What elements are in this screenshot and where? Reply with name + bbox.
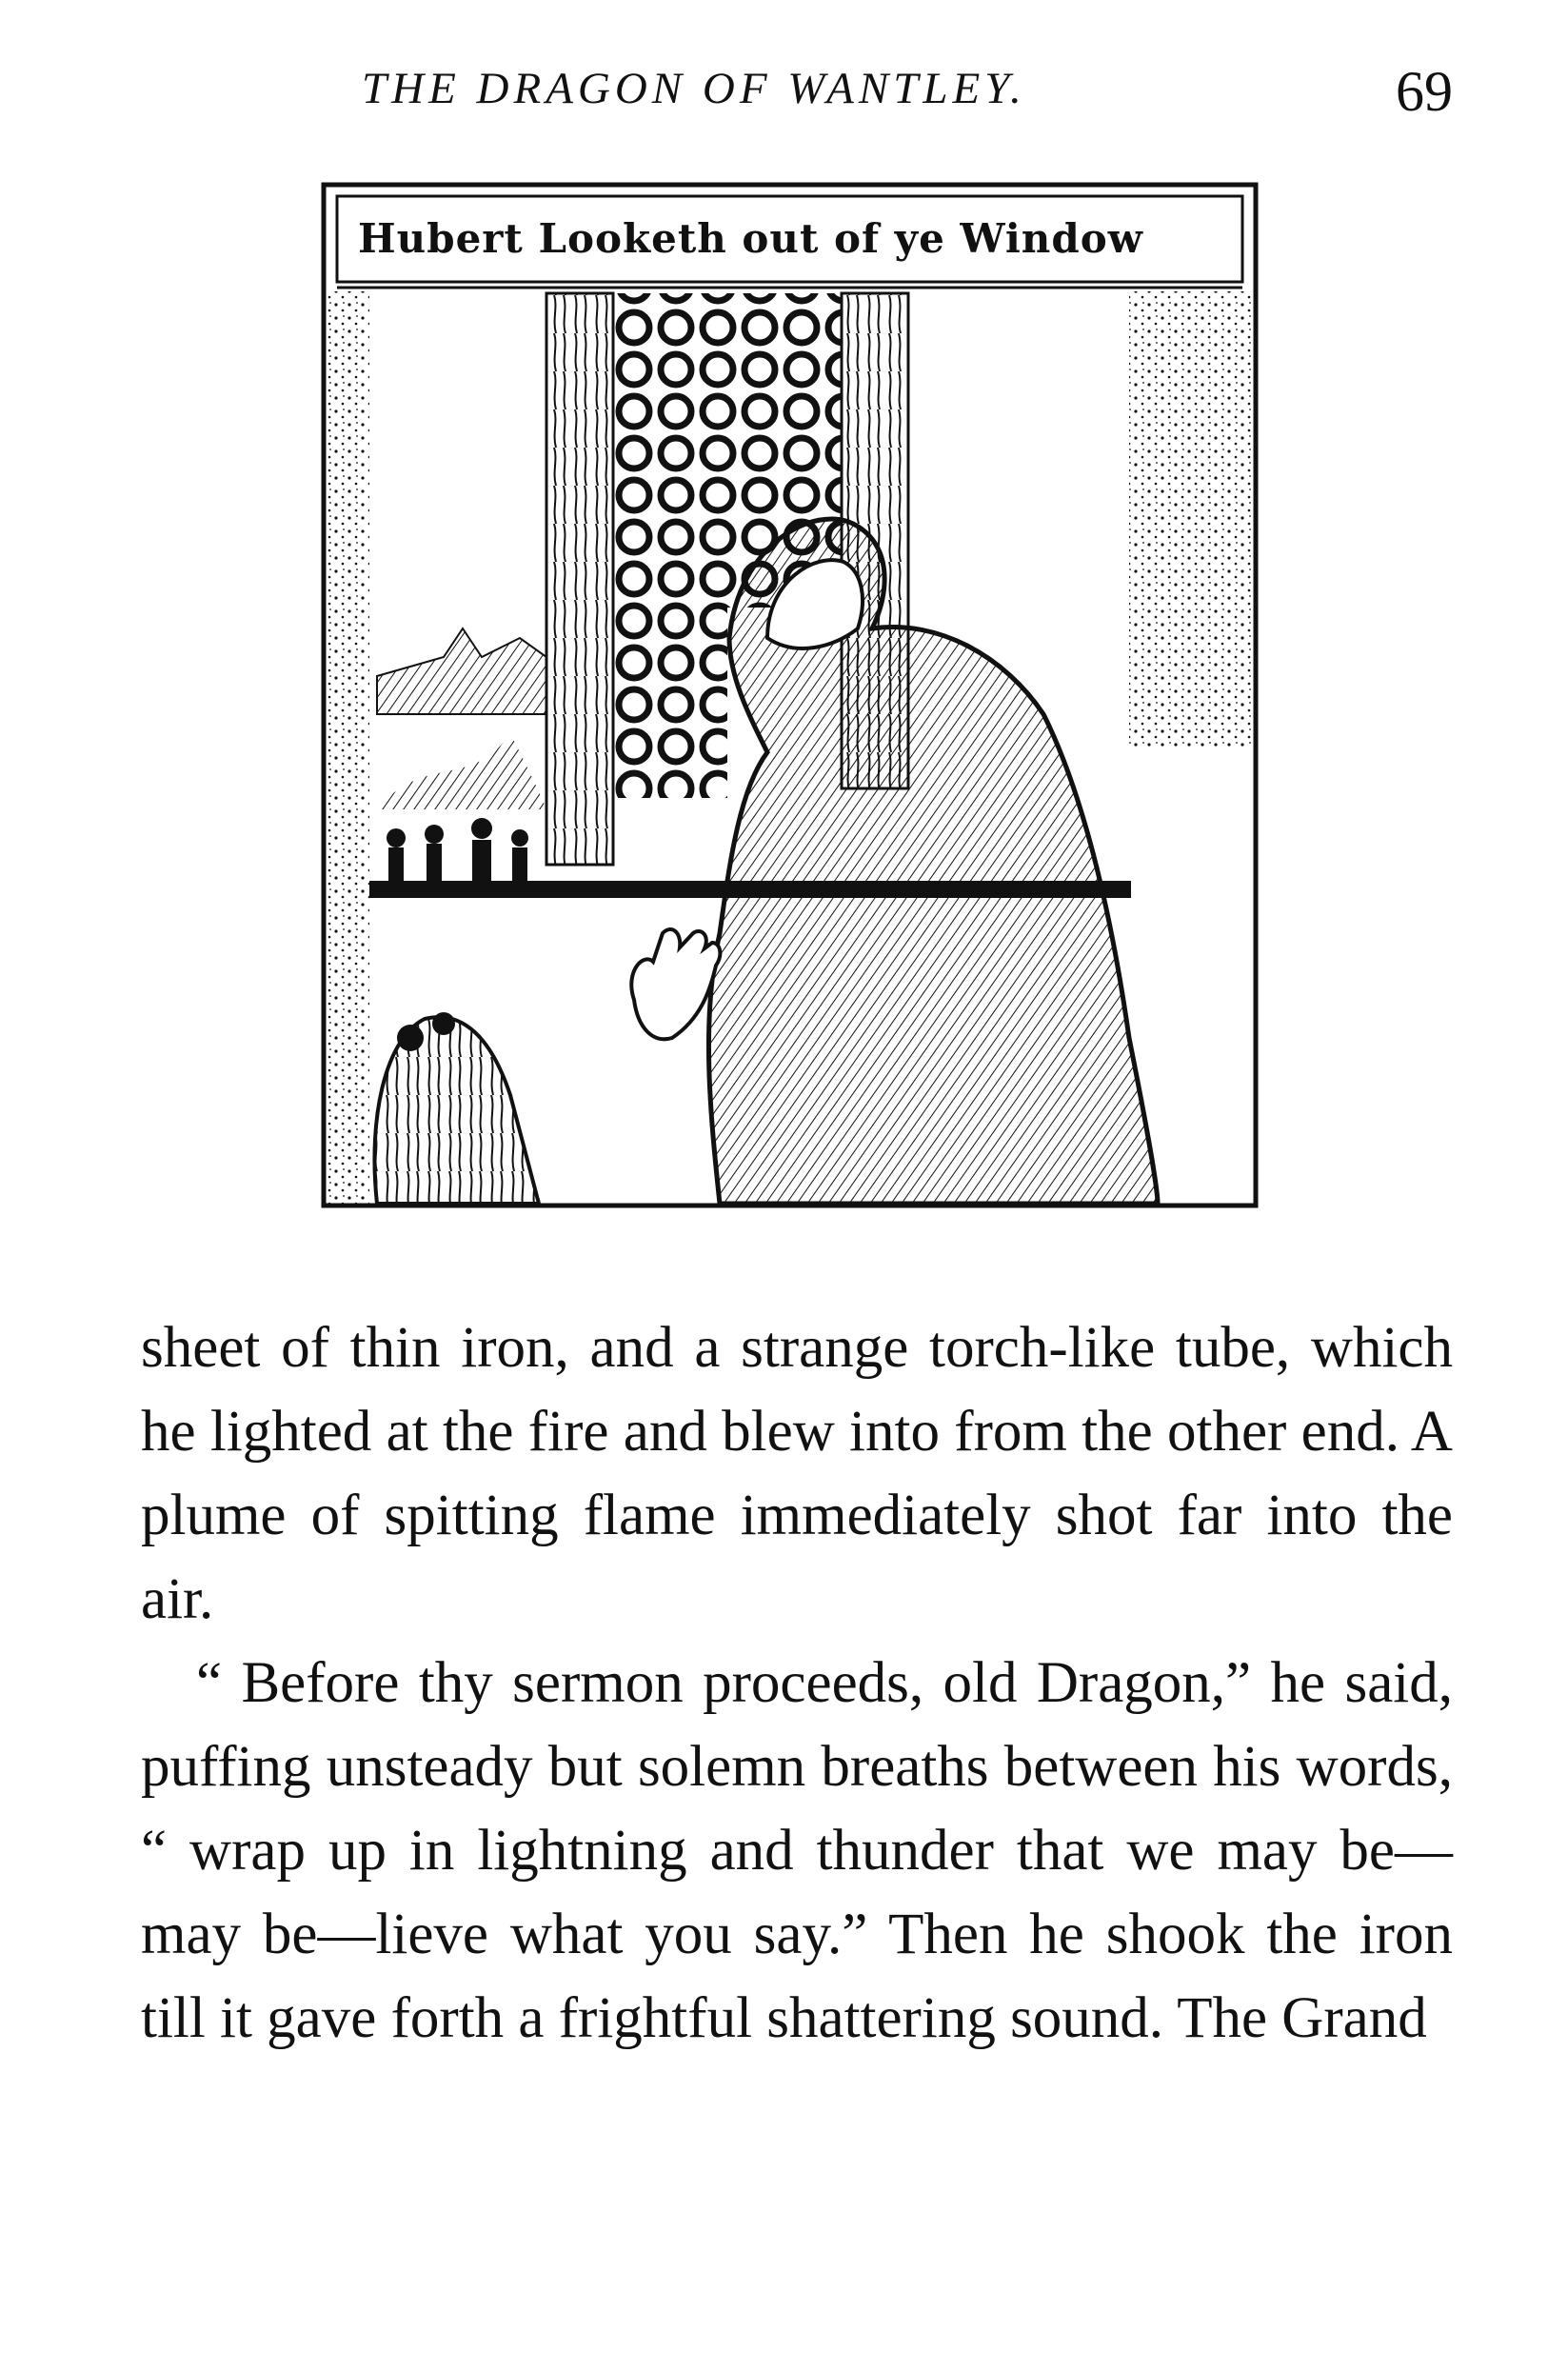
- body-text: [141, 1306, 1453, 2061]
- running-header: [141, 53, 1453, 139]
- page-number: 69: [1396, 60, 1453, 123]
- paragraph-1: sheet of thin iron, and a strange torch-like tube, which he lighted at the fire and blew into from the other end. A plume of spitting flame immediately shot far into the air.: [141, 1316, 1453, 1631]
- illustration-woodcut: [320, 181, 1260, 1209]
- illustration-caption: Hubert Looketh out of ye Window: [358, 215, 1143, 262]
- paragraph-2: “ Before thy sermon proceeds, old Dragon,” he said, puffing unsteady but solemn breaths between his words, “ wrap up in lightning and thunder that we may be—may be—lieve what you say.” Then he shook the iron till it gave forth a frightful shattering sound. The Grand: [141, 1651, 1453, 2050]
- running-title: THE DRAGON OF WANTLEY.: [362, 64, 1026, 113]
